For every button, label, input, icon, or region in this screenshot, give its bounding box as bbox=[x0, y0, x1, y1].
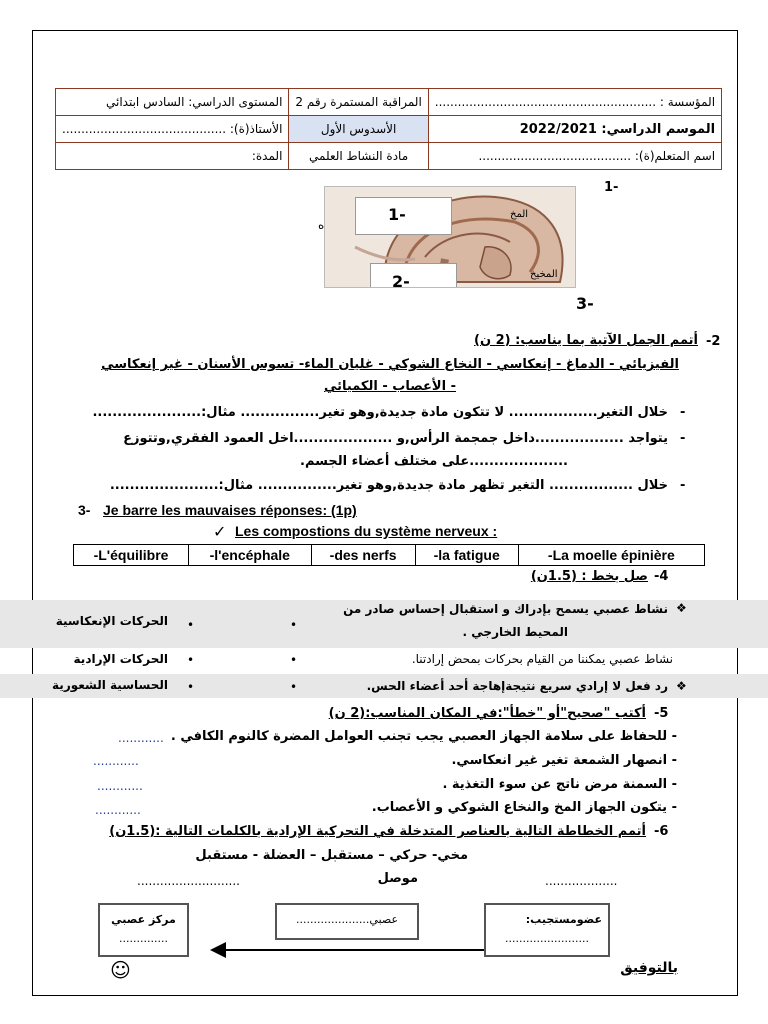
q2-line-2: يتواجد ..................داخل جمجمة الرأس,و ....................اخل العمود الفقري,وتتوزع bbox=[123, 431, 668, 446]
q6-title: أتمم الخطاطة التالية بالعناصر المتدخلة في التحركية الإرادية بالكلمات التالية :(1.5ن) bbox=[109, 824, 646, 839]
q5-answer-4[interactable]: ............ bbox=[95, 803, 141, 817]
box-effector[interactable] bbox=[484, 903, 610, 957]
q4-title: صل بخط : (1.5ن) bbox=[530, 569, 648, 584]
match-dot[interactable]: • bbox=[187, 680, 195, 694]
teacher-dots: ........................................... bbox=[62, 122, 227, 136]
q6-dots-right: ................... bbox=[545, 874, 618, 888]
q4-left-1a: نشاط عصبي يسمح بإدراك و استقبال إحساس صادر من bbox=[343, 602, 668, 616]
q2-word-bank-2: - الأعصاب - الكميائي bbox=[324, 379, 456, 394]
institution-dots: .......................................................... bbox=[434, 95, 657, 109]
q1-label-1: 1- bbox=[388, 205, 406, 224]
exam-title: المراقبة المستمرة رقم 2 bbox=[295, 95, 422, 109]
q5-answer-2[interactable]: ............ bbox=[93, 754, 139, 768]
blank-box-2 bbox=[370, 263, 457, 288]
box-effector-title: عضومستجيب: bbox=[525, 913, 602, 926]
cerebellum-word: المخيخ bbox=[530, 269, 558, 280]
semester: الأسدوس الأول bbox=[320, 122, 397, 136]
box-nerve-center-dots[interactable]: .............. bbox=[119, 932, 168, 945]
q2-dash-1: - bbox=[680, 405, 686, 420]
teacher-label: الأستاذ(ة): bbox=[229, 122, 283, 136]
arrow-line bbox=[222, 949, 484, 951]
option-cell[interactable]: -l'encéphale bbox=[189, 545, 312, 566]
subject: مادة النشاط العلمي bbox=[309, 149, 409, 163]
match-dot[interactable]: • bbox=[290, 618, 298, 632]
q2-word-bank-1: الفيزيائي - الدماغ - إنعكاسي - النخاع الشوكي - غليان الماء- تسوس الأسنان - غير إنعكاسي bbox=[101, 357, 679, 372]
q6-dots-left: ........................... bbox=[137, 874, 240, 888]
header-table bbox=[55, 88, 722, 170]
q2-title: أتمم الجمل الآتية بما يناسب: (2 ن) bbox=[474, 333, 698, 348]
q1-label-3: 3- bbox=[576, 294, 594, 313]
q4-right-3: الحساسية الشعورية bbox=[52, 678, 168, 692]
q4-right-2: الحركات الإرادية bbox=[73, 652, 168, 666]
option-cell[interactable]: -la fatigue bbox=[415, 545, 518, 566]
q3-number: 3- bbox=[78, 502, 91, 518]
q3-options-table bbox=[73, 544, 705, 566]
q4-number: -4 bbox=[654, 569, 669, 584]
q2-line-3: ....................على مختلف أعضاء الجسم. bbox=[300, 454, 568, 469]
institution-label: المؤسسة : bbox=[659, 95, 716, 109]
brain-image bbox=[324, 186, 576, 288]
q5-statement-1: - للحفاظ على سلامة الجهاز العصبي يجب تجنب العوامل المضرة كالنوم الكافي . bbox=[170, 729, 677, 744]
diamond-bullet-icon: ❖ bbox=[676, 601, 687, 615]
box-nerve-text[interactable]: عصبي..................... bbox=[295, 913, 399, 926]
q5-number: -5 bbox=[654, 706, 669, 721]
smiley-icon: ☺ bbox=[110, 958, 131, 982]
option-cell[interactable]: -L'équilibre bbox=[74, 545, 189, 566]
good-luck: بالتوفيق bbox=[620, 960, 678, 976]
q2-number: -2 bbox=[706, 334, 721, 349]
q6-words-2: موصل bbox=[377, 871, 418, 886]
q1-side-letter: ه bbox=[318, 218, 325, 232]
match-dot[interactable]: • bbox=[187, 653, 195, 667]
q4-left-1b: المحيط الخارجي . bbox=[462, 625, 568, 639]
box-nerve-center-title: مركز عصبي bbox=[111, 913, 176, 926]
student-dots: ........................................ bbox=[478, 149, 632, 163]
box-nerve-center[interactable] bbox=[98, 903, 189, 957]
q5-answer-1[interactable]: ............ bbox=[118, 731, 164, 745]
q1-label-2: 2- bbox=[392, 272, 410, 291]
diamond-bullet-icon: ❖ bbox=[676, 679, 687, 693]
q1-number: 1- bbox=[604, 180, 619, 195]
q5-answer-3[interactable]: ............ bbox=[97, 779, 143, 793]
q5-statement-2: - انصهار الشمعة تغير غير انعكاسي. bbox=[451, 753, 677, 768]
brain-word: المخ bbox=[510, 209, 529, 220]
level-text: المستوى الدراسي: السادس ابتدائي bbox=[105, 95, 283, 109]
arrow-head-icon bbox=[210, 942, 226, 958]
box-effector-dots[interactable]: ........................ bbox=[505, 932, 589, 945]
q2-line-4: خلال ................. التغير تظهر مادة جديدة,وهو تغير................ مثال:...................... bbox=[109, 478, 668, 493]
q6-words-1: مخي- حركي – مستقبل – العضلة - مستقبل bbox=[195, 848, 468, 863]
school-year: الموسم الدراسي: 2022/2021 bbox=[519, 121, 716, 137]
check-icon: ✓ bbox=[213, 522, 227, 541]
duration-label: المدة: bbox=[251, 149, 283, 163]
q2-line-1: خلال التغير.................. لا تتكون مادة جديدة,وهو تغير................ مثال:...................... bbox=[92, 405, 668, 420]
option-cell[interactable]: -des nerfs bbox=[311, 545, 415, 566]
q4-right-1: الحركات الإنعكاسية bbox=[55, 614, 168, 628]
match-dot[interactable]: • bbox=[187, 618, 195, 632]
option-cell[interactable]: -La moelle épinière bbox=[518, 545, 704, 566]
q5-statement-3: - السمنة مرض ناتج عن سوء التغذية . bbox=[442, 777, 677, 792]
match-dot[interactable]: • bbox=[290, 680, 298, 694]
q3-title: Je barre les mauvaises réponses: (1p) bbox=[103, 502, 357, 518]
q6-number: -6 bbox=[654, 824, 669, 839]
q4-left-3: رد فعل لا إرادي سريع نتيجةإهاجة أحد أعضاء الحس. bbox=[366, 679, 668, 693]
student-label: اسم المتعلم(ة): bbox=[634, 149, 716, 163]
q5-title: أكتب "صحيح"أو "خطأ":في المكان المناسب:(2 ن) bbox=[328, 706, 646, 721]
q4-left-2: نشاط عصبي يمكننا من القيام بحركات بمحض إرادتنا. bbox=[411, 652, 673, 666]
q3-subtitle: Les compostions du système nerveux : bbox=[235, 523, 498, 539]
q2-dash-2: - bbox=[680, 431, 686, 446]
match-dot[interactable]: • bbox=[290, 653, 298, 667]
q5-statement-4: - يتكون الجهاز المخ والنخاع الشوكي و الأعصاب. bbox=[371, 800, 677, 815]
q2-dash-4: - bbox=[680, 478, 686, 493]
box-nerve[interactable] bbox=[275, 903, 419, 940]
